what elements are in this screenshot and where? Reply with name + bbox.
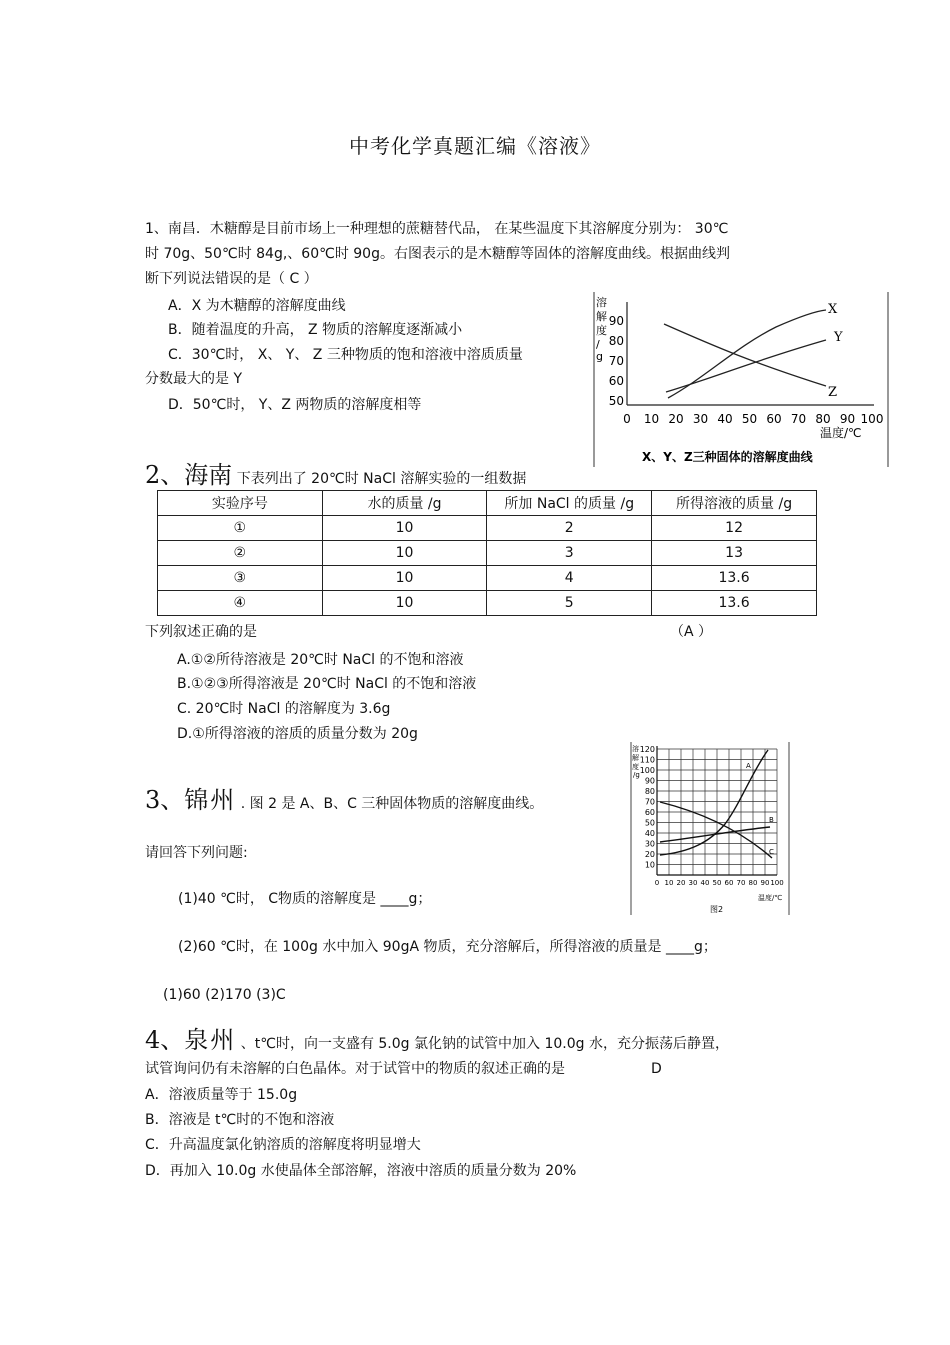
chart3-xtick-label: 90: [760, 879, 770, 887]
chart1-label-x: X: [828, 302, 838, 317]
chart1-xtick-label: 100: [860, 412, 884, 426]
chart3-xtick-label: 0: [654, 879, 660, 887]
q2-option-a: A.①②所待溶液是 20℃时 NaCl 的不饱和溶液: [177, 652, 464, 668]
q1-option-c-cont: 分数最大的是 Y: [145, 371, 243, 387]
chart3-label-a: A: [746, 762, 751, 770]
table-cell: ②: [158, 541, 323, 566]
chart1-label-z: Z: [828, 385, 838, 400]
chart3-ylabel-2: 解: [632, 754, 639, 762]
chart3-label-c: C: [769, 848, 774, 856]
chart3-xtick-label: 40: [700, 879, 710, 887]
chart1-ylabel-4: /: [596, 338, 600, 351]
table-header-row: [158, 491, 817, 516]
q3-sub2: (2)60 ℃时，在 100g 水中加入 90gA 物质，充分溶解后，所得溶液的质量是 ____g；: [178, 939, 717, 955]
q2-region: 海南: [184, 461, 233, 489]
chart1-xtick-label: 90: [839, 412, 856, 426]
chart1-xtick-label: 70: [790, 412, 807, 426]
chart3-ytick-label: 90: [644, 776, 655, 786]
chart3-xtick-label: 80: [748, 879, 758, 887]
chart1-ytick-label: 50: [608, 394, 624, 408]
curve-c: [660, 802, 772, 858]
q2-question: 下列叙述正确的是: [145, 624, 257, 640]
table-row: [158, 541, 817, 566]
chart1-ylabel-5: g: [596, 350, 603, 363]
table-cell: 4: [487, 566, 652, 591]
table-row: [158, 566, 817, 591]
chart1-xtick-label: 30: [692, 412, 709, 426]
q3-sub1: (1)40 ℃时， C物质的溶解度是 ____g；: [178, 891, 432, 907]
chart3-label-b: B: [769, 816, 774, 824]
q2-number: 2、: [145, 461, 185, 489]
table-cell: 10: [322, 566, 487, 591]
chart1-xtick-label: 0: [623, 412, 631, 426]
table-cell: ①: [158, 516, 323, 541]
table-cell: 13.6: [652, 591, 817, 616]
q4-answer: D: [651, 1061, 662, 1077]
chart3-xlabel: 温度/℃: [758, 894, 783, 902]
table-cell: 3: [487, 541, 652, 566]
q1-line2: 时 70g、50℃时 84g,、60℃时 90g。右图表示的是木糖醇等固体的溶解度曲线。根据曲线判: [145, 246, 730, 262]
q4-option-d: D．再加入 10.0g 水使晶体全部溶解，溶液中溶质的质量分数为 20%: [145, 1163, 577, 1179]
nacl-data-table: [157, 490, 817, 616]
table-cell: ④: [158, 591, 323, 616]
q3-answers: (1)60 (2)170 (3)C: [163, 987, 286, 1003]
curve-z: [664, 324, 826, 386]
q1-option-c: C．30℃时， X、 Y、 Z 三种物质的饱和溶液中溶质质量: [168, 347, 523, 363]
chart3-ytick-label: 50: [644, 818, 655, 828]
chart3-xtick-label: 50: [712, 879, 722, 887]
q4-option-c: C．升高温度氯化钠溶质的溶解度将明显增大: [145, 1137, 421, 1153]
table-cell: 2: [487, 516, 652, 541]
chart3-ylabel-4: /g: [633, 771, 640, 779]
q4-line2: 试管询问仍有未溶解的白色晶体。对于试管中的物质的叙述正确的是: [145, 1061, 565, 1077]
chart3-ylabel-1: 溶: [632, 745, 639, 753]
q1-line3: 断下列说法错误的是（ C ）: [145, 271, 318, 287]
table-header-cell: 所加 NaCl 的质量 /g: [487, 491, 652, 516]
q4-heading: [145, 1020, 729, 1055]
chart3-ylabel-3: 度: [632, 763, 639, 771]
table-header-cell: 水的质量 /g: [322, 491, 487, 516]
solubility-chart-xyz: [586, 292, 890, 467]
q2-option-c: C. 20℃时 NaCl 的溶解度为 3.6g: [177, 701, 391, 717]
chart3-caption: 图2: [710, 905, 724, 914]
q2-option-d: D.①所得溶液的溶质的质量分数为 20g: [177, 726, 418, 742]
chart3-ytick-label: 110: [639, 755, 655, 765]
q1-option-b: B．随着温度的升高， Z 物质的溶解度逐渐减小: [168, 322, 463, 338]
table-header-cell: 实验序号: [158, 491, 323, 516]
table-row: [158, 591, 817, 616]
q3-prompt: 请回答下列问题:: [145, 845, 248, 861]
q2-option-b: B.①②③所得溶液是 20℃时 NaCl 的不饱和溶液: [177, 676, 477, 692]
chart1-ytick-label: 60: [608, 374, 624, 388]
table-cell: 10: [322, 591, 487, 616]
table-cell: ③: [158, 566, 323, 591]
q4-number: 4、: [145, 1026, 185, 1054]
chart1-ytick-label: 70: [608, 354, 624, 368]
chart3-ytick-label: 40: [644, 829, 655, 838]
chart3-ytick-label: 80: [644, 787, 655, 796]
chart1-ylabel-3: 度: [596, 324, 607, 337]
chart1-ytick-label: 90: [608, 314, 624, 328]
chart3-ytick-label: 60: [644, 808, 655, 817]
q1-option-a: A．X 为木糖醇的溶解度曲线: [168, 298, 346, 314]
chart1-xlabel: 温度/℃: [820, 426, 862, 440]
q1-option-d: D．50℃时， Y、Z 两物质的溶解度相等: [168, 397, 422, 413]
table-header-cell: 所得溶液的质量 /g: [652, 491, 817, 516]
q2-answer: （A ）: [670, 624, 713, 640]
solubility-chart-abc: [630, 742, 790, 915]
q2-intro: 下表列出了 20℃时 NaCl 溶解实验的一组数据: [232, 471, 527, 487]
q4-intro: 、t℃时，向一支盛有 5.0g 氯化钠的试管中加入 10.0g 水，充分振荡后静置，: [236, 1036, 729, 1052]
chart3-xtick-label: 100: [770, 879, 784, 887]
chart1-xtick-label: 20: [668, 412, 684, 426]
q3-heading: [145, 780, 543, 815]
chart3-xtick-label: 10: [664, 879, 674, 887]
chart1-caption: X、Y、Z三种固体的溶解度曲线: [642, 450, 813, 464]
table-cell: 5: [487, 591, 652, 616]
chart1-xtick-label: 80: [815, 412, 831, 426]
table-cell: 10: [322, 516, 487, 541]
chart1-ylabel-1: 溶: [596, 296, 607, 309]
q3-number: 3、: [145, 786, 185, 814]
q1-line1: 1、南昌．木糖醇是目前市场上一种理想的蔗糖替代品， 在某些温度下其溶解度分别为： 30℃: [145, 221, 729, 237]
q3-region: 锦州: [184, 786, 237, 814]
chart3-ytick-label: 120: [639, 745, 655, 754]
chart1-label-y: Y: [834, 330, 843, 345]
chart1-ytick-label: 80: [608, 334, 624, 348]
table-cell: 10: [322, 541, 487, 566]
solubility-chart-abc-svg: [630, 742, 790, 915]
chart1-xtick-label: 10: [643, 412, 660, 426]
page-title: 中考化学真题汇编《溶液》: [349, 134, 601, 158]
chart3-xtick-label: 60: [724, 879, 734, 887]
chart1-xtick-label: 40: [717, 412, 733, 426]
curve-y: [666, 340, 826, 392]
curve-x: [668, 310, 826, 398]
solubility-chart-xyz-svg: [586, 292, 890, 467]
table-cell: 13: [652, 541, 817, 566]
q4-option-b: B．溶液是 t℃时的不饱和溶液: [145, 1112, 335, 1128]
chart1-ylabel-2: 解: [596, 310, 607, 323]
chart3-ytick-label: 70: [644, 797, 655, 807]
chart3-ytick-label: 30: [644, 839, 655, 849]
table-cell: 12: [652, 516, 817, 541]
q4-region: 泉州: [184, 1026, 237, 1054]
chart3-ytick-label: 100: [639, 766, 655, 775]
curve-b: [660, 827, 770, 842]
table-row: [158, 516, 817, 541]
chart3-xtick-label: 70: [736, 879, 746, 887]
q2-heading: [145, 455, 526, 490]
chart3-xtick-label: 30: [688, 879, 698, 887]
chart3-xtick-label: 20: [676, 879, 686, 887]
table-cell: 13.6: [652, 566, 817, 591]
q4-option-a: A．溶液质量等于 15.0g: [145, 1087, 298, 1103]
chart1-xtick-label: 60: [766, 412, 782, 426]
chart3-ytick-label: 20: [644, 850, 655, 859]
chart3-ytick-label: 10: [644, 860, 655, 870]
chart1-xtick-label: 50: [741, 412, 758, 426]
q3-intro: . 图 2 是 A、B、C 三种固体物质的溶解度曲线。: [236, 796, 544, 812]
